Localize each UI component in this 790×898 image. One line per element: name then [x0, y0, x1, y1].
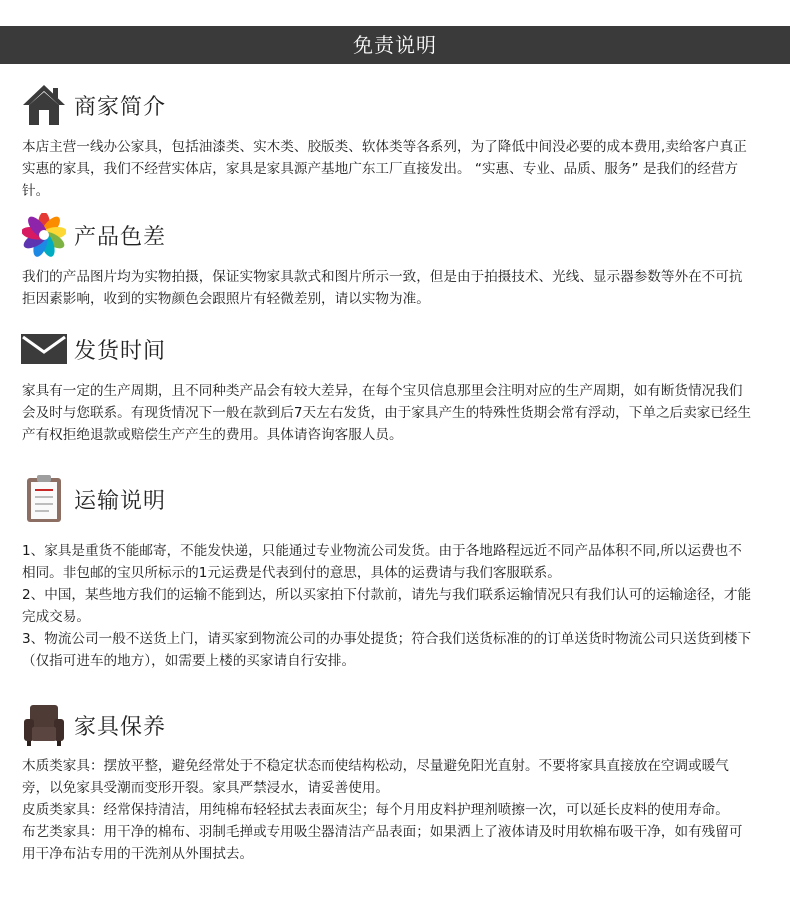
house-icon — [20, 81, 68, 129]
section-body-maintenance — [22, 755, 752, 865]
section-title: 商家简介 — [74, 94, 167, 120]
section-body-shipping-time — [22, 380, 752, 446]
paragraph: 1、家具是重货不能邮寄，不能发快递，只能通过专业物流公司发货。由于各地路程远近不同产品体积不同,所以运费也不相同。非包邮的宝贝所标示的1元运费是代表到付的意思，具体的运费请与我们客服联系。 — [22, 543, 742, 581]
section-title: 家具保养 — [74, 714, 167, 740]
section-header-transport — [20, 474, 166, 524]
paragraph: 我们的产品图片均为实物拍摄，保证实物家具款式和图片所示一致，但是由于拍摄技术、光线、显示器参数等外在不可抗拒因素影响，收到的实物颜色会跟照片有轻微差别，请以实物为准。 — [22, 269, 743, 307]
color-palette-icon — [20, 211, 68, 259]
section-body-color — [22, 266, 752, 310]
section-title: 发货时间 — [74, 338, 167, 364]
section-header-company — [20, 80, 166, 130]
page-title: 免责说明 — [0, 26, 790, 64]
section-body-transport — [22, 540, 752, 672]
armchair-icon — [20, 701, 68, 749]
paragraph: 3、物流公司一般不送货上门，请买家到物流公司的办事处提货；符合我们送货标准的的订单送货时物流公司只送货到楼下（仅指可进车的地方），如需要上楼的买家请自行安排。 — [22, 631, 752, 669]
paragraph: 皮质类家具：经常保持清洁，用纯棉布轻轻拭去表面灰尘；每个月用皮料护理剂喷擦一次，可以延长皮料的使用寿命。 — [22, 802, 729, 818]
paragraph: 2、中国，某些地方我们的运输不能到达，所以买家拍下付款前，请先与我们联系运输情况只有我们认可的运输途径，才能完成交易。 — [22, 587, 752, 625]
section-body-company — [22, 136, 752, 202]
section-title: 产品色差 — [74, 224, 167, 250]
section-header-maintenance — [20, 700, 166, 750]
section-header-color — [20, 210, 166, 260]
envelope-icon — [20, 325, 68, 373]
section-title: 运输说明 — [74, 488, 167, 514]
paragraph: 布艺类家具：用干净的棉布、羽制毛掸或专用吸尘器清洁产品表面；如果洒上了液体请及时用软棉布吸干净，如有残留可用干净布沾专用的干洗剂从外围拭去。 — [22, 824, 743, 862]
paragraph: 本店主营一线办公家具，包括油漆类、实木类、胶版类、软体类等各系列，为了降低中间没必要的成本费用,卖给客户真正实惠的家具，我们不经营实体店，家具是家具源产基地广东工厂直接发出。 “实惠、专业、品质、服务” 是我们的经营方针。 — [22, 139, 747, 199]
section-header-shipping-time — [20, 324, 166, 374]
paragraph: 家具有一定的生产周期，且不同种类产品会有较大差异，在每个宝贝信息那里会注明对应的生产周期，如有断货情况我们会及时与您联系。有现货情况下一般在款到后7天左右发货，由于家具产生的特殊性货期会常有浮动，下单之后卖家已经生产有权拒绝退款或赔偿生产产生的费用。具体请咨询客服人员。 — [22, 383, 752, 443]
clipboard-icon — [20, 475, 68, 523]
paragraph: 木质类家具：摆放平整，避免经常处于不稳定状态而使结构松动，尽量避免阳光直射。不要将家具直接放在空调或暖气旁，以免家具受潮而变形开裂。家具严禁浸水，请妥善使用。 — [22, 758, 729, 796]
